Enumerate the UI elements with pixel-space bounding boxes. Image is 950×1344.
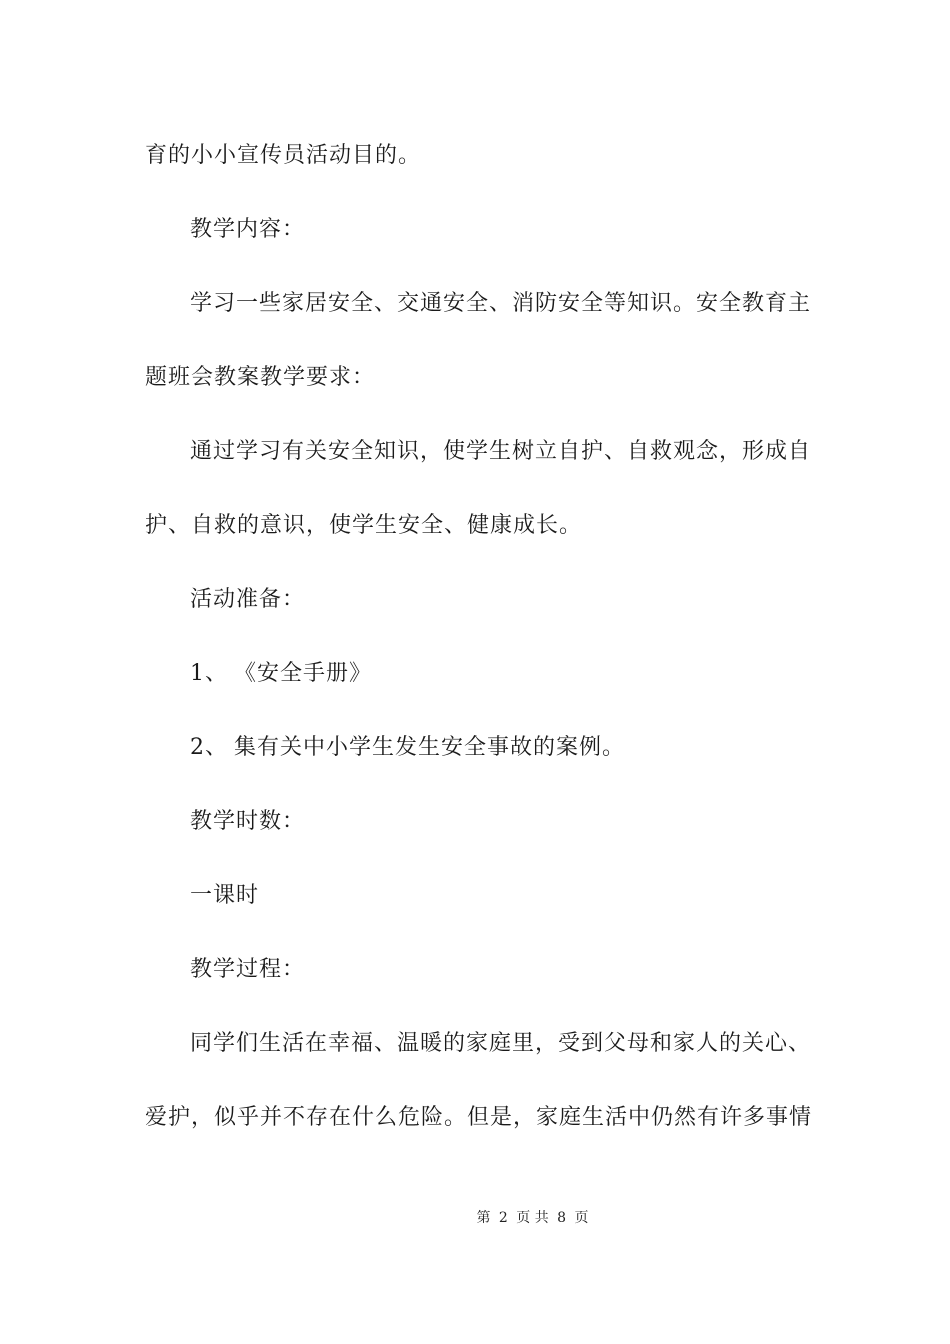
paragraph-line: 爱护，似乎并不存在什么危险。但是，家庭生活中仍然有许多事情 (145, 1105, 813, 1130)
footer-total-pages: 8 (557, 1210, 567, 1226)
paragraph-line: 育的小小宣传员活动目的。 (145, 143, 422, 168)
paragraph-line: 通过学习有关安全知识，使学生树立自护、自救观念，形成自 (190, 439, 812, 464)
section-heading-preparation: 活动准备： (190, 587, 306, 612)
section-heading-content: 教学内容： (190, 217, 306, 242)
list-item-text: 《安全手册》 (234, 661, 373, 686)
footer-page-number: 2 (498, 1210, 508, 1226)
footer-mid: 页 共 (516, 1210, 549, 1226)
list-item-number: 2、 (190, 735, 228, 760)
paragraph-line: 同学们生活在幸福、温暖的家庭里，受到父母和家人的关心、 (190, 1031, 812, 1056)
footer-prefix: 第 (476, 1210, 491, 1226)
paragraph-line: 题班会教案教学要求： (145, 365, 376, 390)
paragraph-line: 学习一些家居安全、交通安全、消防安全等知识。安全教育主 (190, 291, 812, 316)
list-item-number: 1、 (190, 661, 228, 686)
list-item-text: 集有关中小学生发生安全事故的案例。 (234, 735, 626, 760)
section-heading-process: 教学过程： (190, 957, 306, 982)
paragraph-line: 一课时 (190, 883, 260, 908)
page-footer (0, 1209, 950, 1227)
paragraph-line: 护、自救的意识，使学生安全、健康成长。 (145, 513, 583, 538)
footer-suffix: 页 (574, 1210, 589, 1226)
section-heading-hours: 教学时数： (190, 809, 306, 834)
